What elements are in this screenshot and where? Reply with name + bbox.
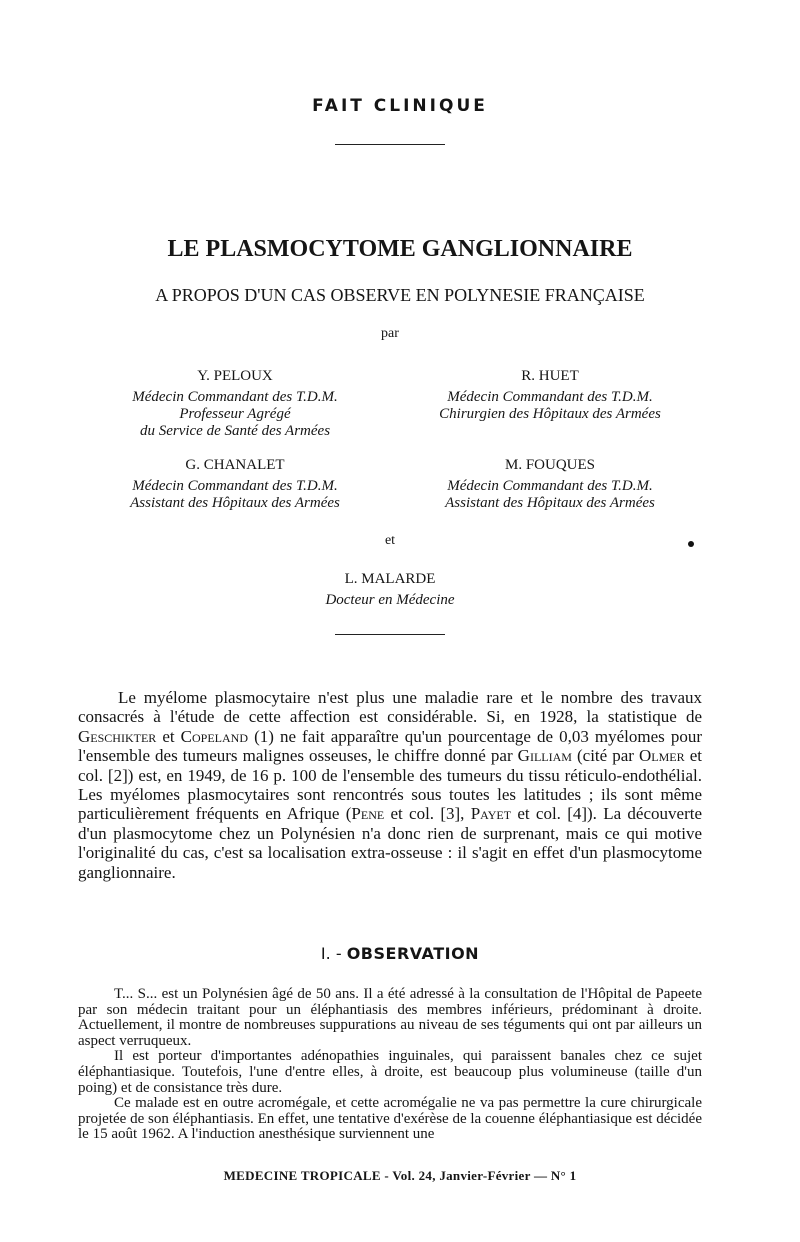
cited-author: Olmer (639, 746, 685, 766)
author-role-line: Médecin Commandant des T.D.M. (132, 478, 338, 494)
byline-et: et (384, 533, 396, 548)
author-role-line: Docteur en Médecine (325, 592, 455, 608)
author-role-line: Professeur Agrégé (179, 406, 291, 422)
author-chanalet (100, 457, 370, 512)
intro-text-run: et col. [3], (384, 804, 471, 824)
article-subtitle: A PROPOS D'UN CAS OBSERVE EN POLYNESIE FRANÇAISE (155, 285, 645, 305)
author-huet (405, 368, 695, 423)
cited-author: Pene (351, 804, 385, 824)
byline-rule (335, 634, 445, 635)
intro-text-run: Le myélome plasmocytaire n'est plus une maladie rare et le nombre des travaux consacrés à l'étude de cette affection est considérable. Si, en 1928, la statistique de (78, 688, 702, 727)
author-peloux (100, 368, 370, 440)
intro-text-run: et (156, 726, 181, 746)
author-name: L. MALARDE (344, 571, 436, 587)
ink-speck (688, 541, 694, 547)
observation-paragraph: Ce malade est en outre acromégale, et cette acromégalie ne va pas permettre la cure chirurgicale projetée de son éléphantiasis. En effet, une tentative d'exérèse de la couenne éléphantiasique est décidée le 15 août 1962. A l'induction anesthésique surviennent une (78, 1095, 702, 1143)
section-number: I. - (320, 944, 342, 963)
article-category: FAIT CLINIQUE (312, 96, 488, 116)
section-heading (0, 944, 800, 963)
observation-paragraph: T... S... est un Polynésien âgé de 50 ans. Il a été adressé à la consultation de l'Hôpital de Papeete par son médecin traitant pour un éléphantiasis des membres inférieurs, prédominant à droite. Actuellement, il montre de nombreuses suppurations au niveau de ses téguments qui ont par ailleurs un aspect verruqueux. (78, 986, 702, 1049)
section-title: OBSERVATION (346, 944, 480, 963)
author-role-line: Assistant des Hôpitaux des Armées (130, 495, 340, 511)
article-title: LE PLASMOCYTOME GANGLIONNAIRE (167, 236, 633, 262)
author-role-line: Assistant des Hôpitaux des Armées (445, 495, 655, 511)
cited-author: Copeland (180, 726, 249, 746)
intro-text (78, 688, 702, 882)
author-role-line: Médecin Commandant des T.D.M. (132, 389, 338, 405)
author-role-line: Chirurgien des Hôpitaux des Armées (439, 406, 661, 422)
cited-author: Gilliam (517, 746, 572, 766)
intro-paragraph (78, 688, 702, 882)
author-name: R. HUET (521, 368, 579, 384)
intro-text-run: et col. [2]) est, en 1949, de 16 p. 100 de l'ensemble des tumeurs du tissu réticulo-endothélial. Les myélomes plasmocytaires sont rencontrés sous toutes les latitudes ; ils sont même particulièrement fréquents en Afrique ( (78, 746, 702, 824)
author-role-line: Médecin Commandant des T.D.M. (447, 478, 653, 494)
observation-paragraph: Il est porteur d'importantes adénopathies inguinales, qui paraissent banales chez ce sujet éléphantiasique. Toutefois, l'une d'entre elles, à droite, est beaucoup plus volumineuse (taille d'un poing) et de consistance très dure. (78, 1048, 702, 1096)
intro-text-run: (1) ne fait apparaître qu'un pourcentage de 0,03 myélomes pour l'ensemble des tumeurs malignes osseuses, le chiffre donné par (78, 726, 702, 766)
byline-par: par (381, 326, 399, 341)
observation-body (78, 987, 702, 1143)
author-name: M. FOUQUES (504, 457, 595, 473)
cited-author: Geschikter (78, 726, 157, 746)
author-fouques (405, 457, 695, 512)
author-role-line: du Service de Santé des Armées (139, 423, 331, 439)
intro-text-run: (cité par (571, 746, 640, 766)
cited-author: Payet (470, 804, 512, 824)
intro-text-run: et col. [4]). La découverte d'un plasmocytome chez un Polynésien n'a donc rien de surprenant, mais ce qui motive l'originalité du cas, c'est sa localisation extra-osseuse : il s'agit en effet d'un plasmocytome ganglionnaire. (78, 804, 702, 882)
header-rule (335, 144, 445, 145)
author-name: G. CHANALET (185, 457, 285, 473)
author-malarde (240, 571, 540, 609)
author-name: Y. PELOUX (197, 368, 273, 384)
author-role-line: Médecin Commandant des T.D.M. (447, 389, 653, 405)
journal-footer: MEDECINE TROPICALE - Vol. 24, Janvier-Février — N° 1 (223, 1168, 577, 1183)
